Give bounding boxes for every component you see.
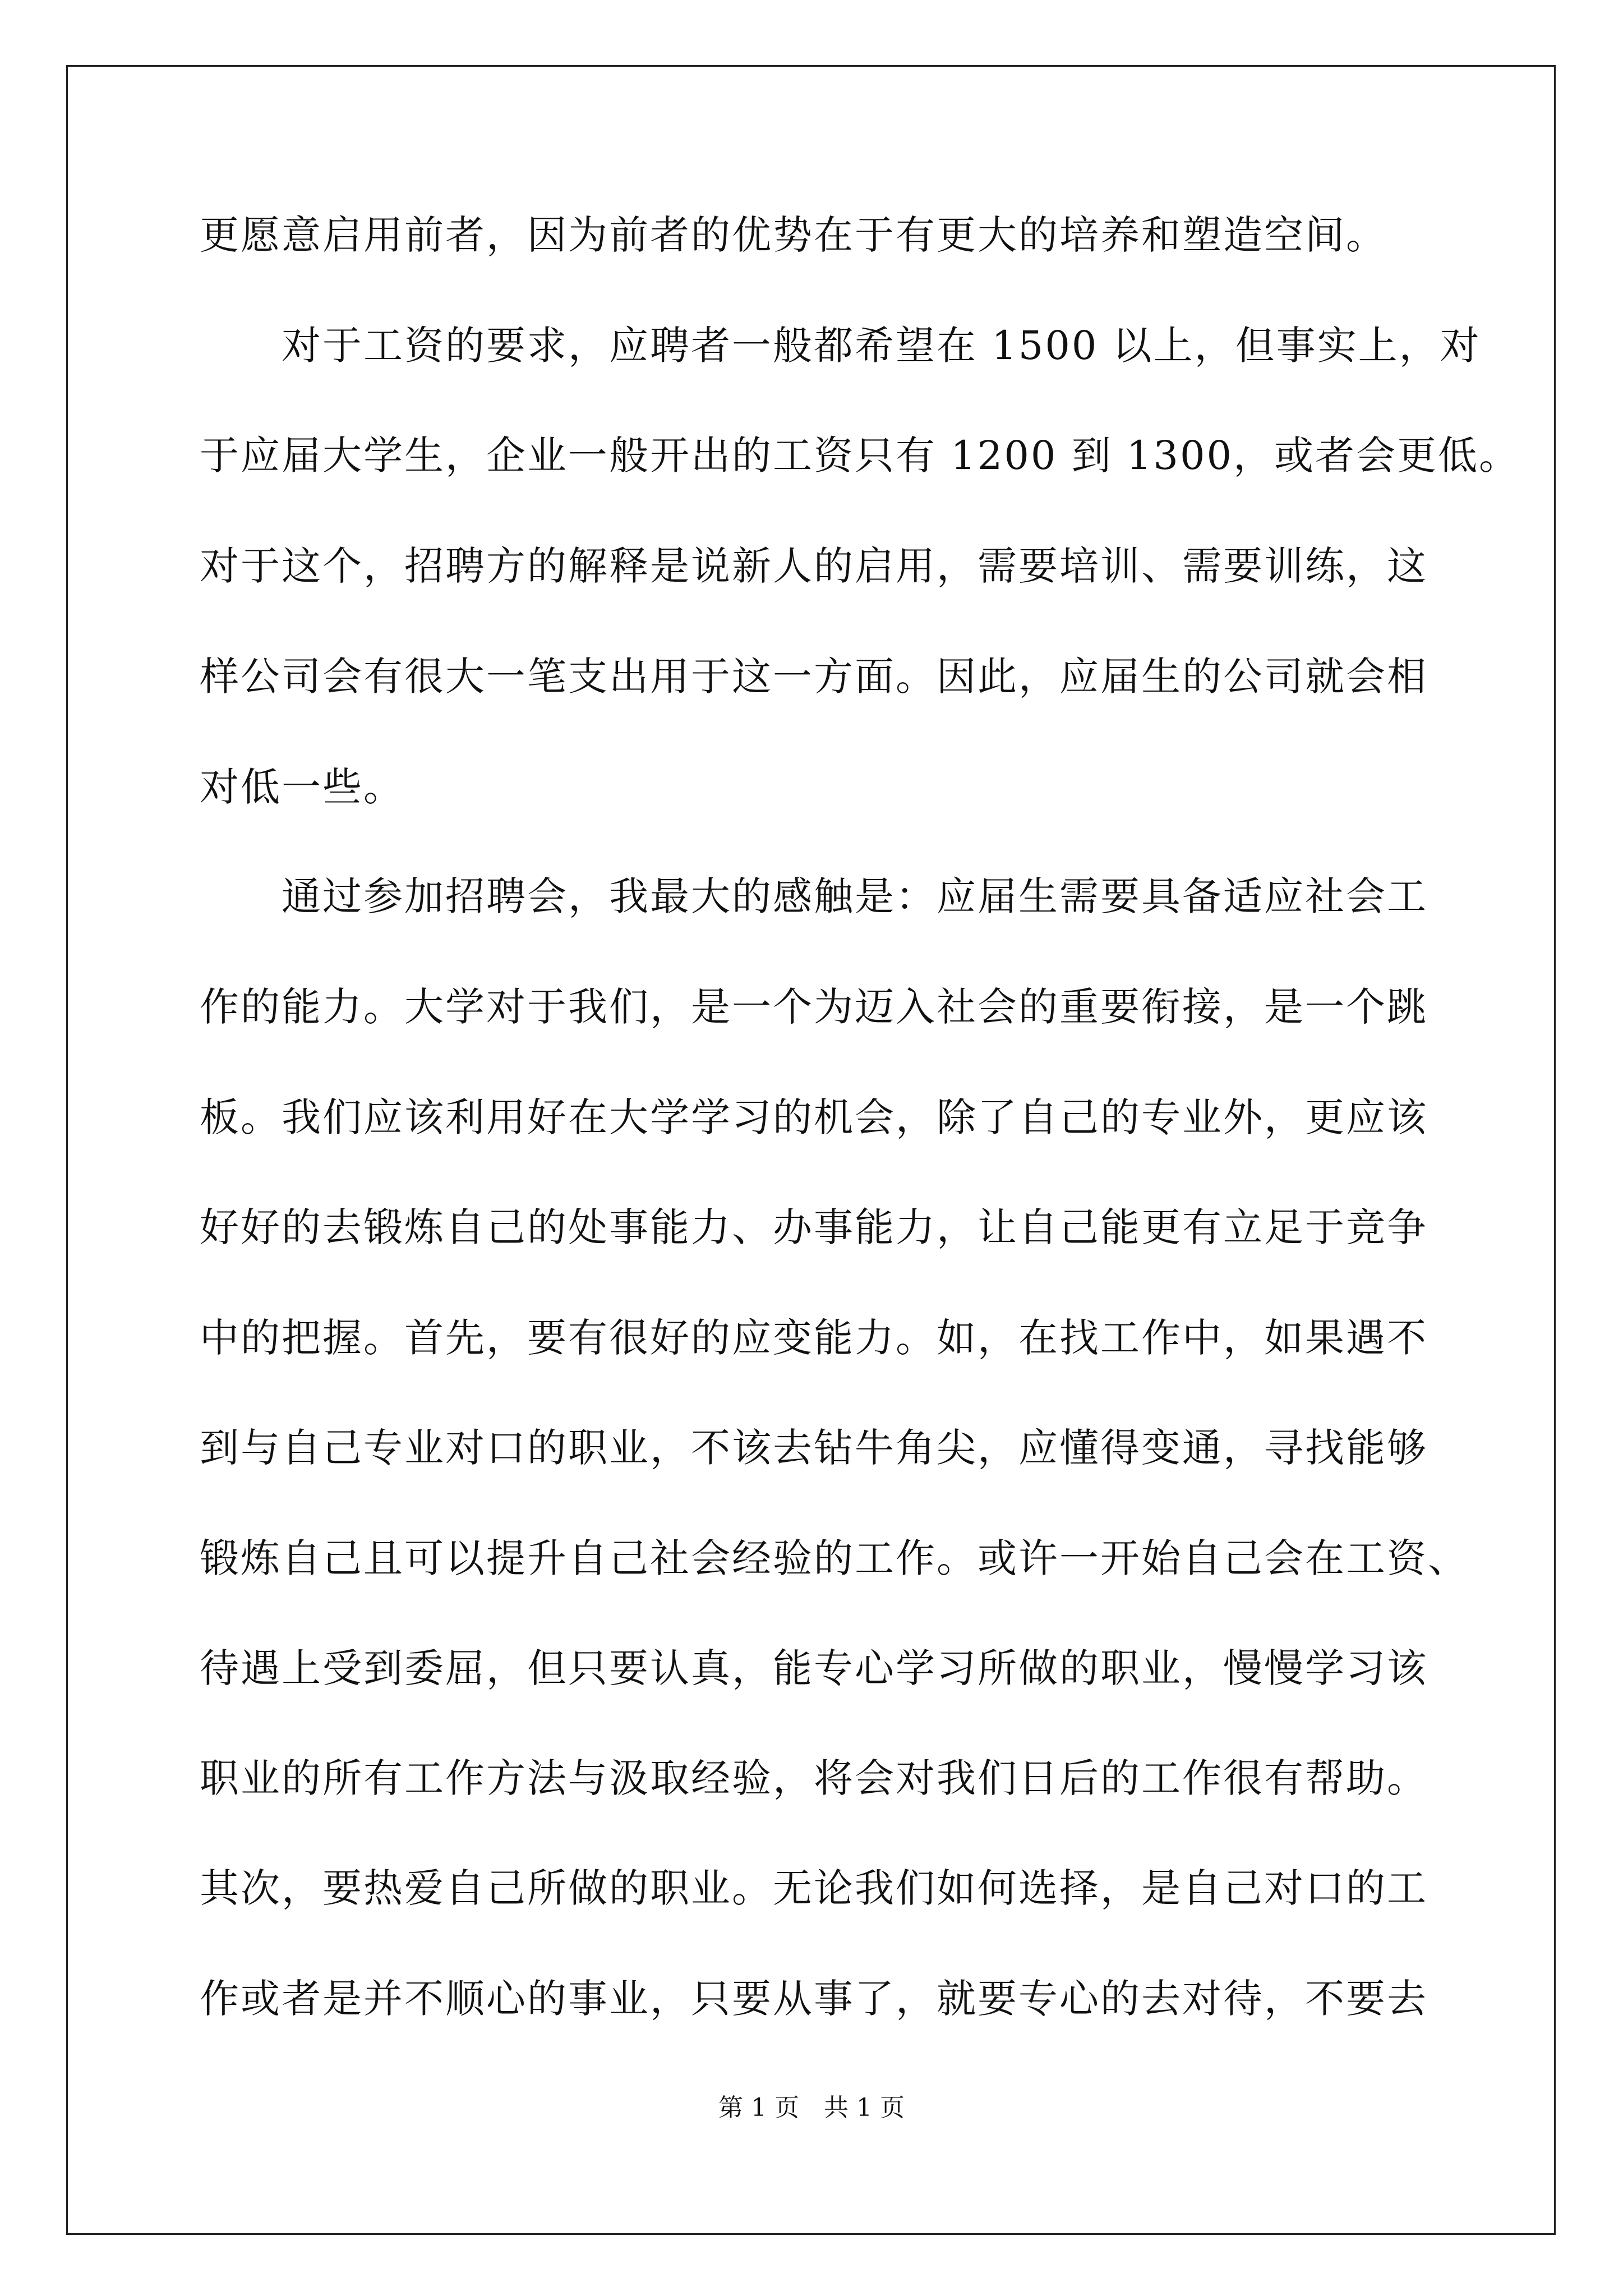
body-line: 职业的所有工作方法与汲取经验，将会对我们日后的工作很有帮助。 (200, 1755, 1428, 1801)
body-line: 对低一些。 (200, 764, 404, 810)
page-number-footer: 第 1 页 共 1 页 (718, 2093, 905, 2122)
body-line: 到与自己专业对口的职业，不该去钻牛角尖，应懂得变通，寻找能够 (200, 1425, 1428, 1471)
body-line: 作的能力。大学对于我们，是一个为迈入社会的重要衔接，是一个跳 (200, 984, 1428, 1030)
body-line: 通过参加招聘会，我最大的感触是：应届生需要具备适应社会工 (282, 873, 1428, 919)
body-line: 对于这个，招聘方的解释是说新人的启用，需要培训、需要训练，这 (200, 543, 1428, 589)
body-line: 板。我们应该利用好在大学学习的机会，除了自己的专业外，更应该 (200, 1094, 1428, 1140)
body-line: 更愿意启用前者，因为前者的优势在于有更大的培养和塑造空间。 (200, 212, 1387, 258)
body-line: 对于工资的要求，应聘者一般都希望在 1500 以上，但事实上，对 (282, 323, 1481, 369)
body-line: 样公司会有很大一笔支出用于这一方面。因此，应届生的公司就会相 (200, 654, 1428, 700)
body-line: 待遇上受到委屈，但只要认真，能专心学习所做的职业，慢慢学习该 (200, 1645, 1428, 1691)
body-line: 于应届大学生，企业一般开出的工资只有 1200 到 1300，或者会更低。 (200, 432, 1520, 478)
body-line: 作或者是并不顺心的事业，只要从事了，就要专心的去对待，不要去 (200, 1976, 1428, 2022)
body-line: 中的把握。首先，要有很好的应变能力。如，在找工作中，如果遇不 (200, 1315, 1428, 1361)
body-line: 好好的去锻炼自己的处事能力、办事能力，让自己能更有立足于竞争 (200, 1204, 1428, 1250)
body-line: 其次，要热爱自己所做的职业。无论我们如何选择，是自己对口的工 (200, 1865, 1428, 1911)
body-line: 锻炼自己且可以提升自己社会经验的工作。或许一开始自己会在工资、 (200, 1535, 1469, 1581)
